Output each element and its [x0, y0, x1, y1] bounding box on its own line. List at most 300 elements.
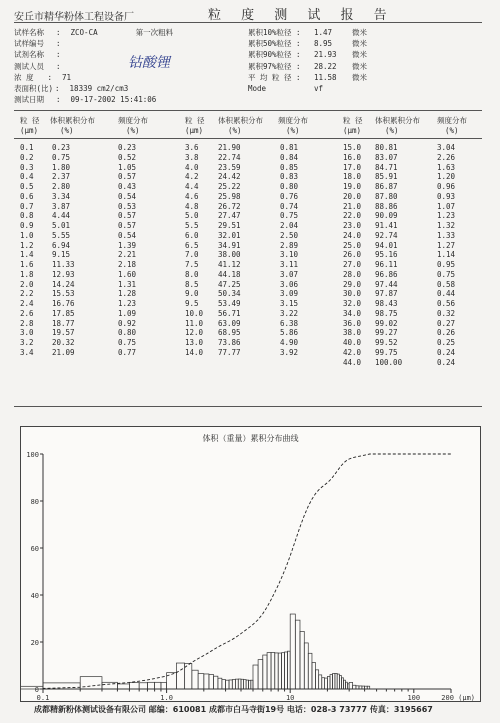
cumulative-cell: 95.16 [375, 250, 398, 260]
size-cell: 6.5 [185, 240, 199, 250]
table-row [185, 270, 320, 280]
table-bottom-rule [14, 406, 482, 407]
size-cell: 4.4 [185, 182, 199, 191]
frequency-cell: 0.75 [118, 338, 137, 347]
cumulative-cell: 22.74 [218, 152, 241, 162]
size-cell: 0.1 [20, 143, 34, 152]
frequency-cell: 0.80 [118, 328, 137, 338]
size-cell: 16.0 [343, 152, 362, 162]
cumulative-cell: 99.52 [375, 338, 398, 347]
cumulative-cell: 19.57 [52, 328, 75, 338]
mean-value: 11.58 [314, 72, 337, 82]
frequency-bar [290, 614, 295, 689]
report-title: 粒 度 测 试 报 告 [208, 8, 395, 23]
table-row [20, 231, 158, 241]
y-tick-label: 0 [34, 686, 39, 694]
cumulative-cell: 2.80 [52, 182, 71, 191]
test-date-label: 测试日期 [14, 95, 44, 105]
frequency-cell: 0.25 [437, 338, 456, 347]
frequency-bar [304, 643, 308, 689]
table-row [185, 260, 320, 270]
size-cell: 5.5 [185, 221, 199, 230]
frequency-cell: 1.31 [118, 279, 137, 289]
frequency-bar [349, 682, 352, 689]
cumulative-cell: 100.00 [375, 357, 403, 367]
frequency-cell: 1.27 [437, 240, 456, 250]
table-row [20, 153, 158, 163]
frequency-bar [287, 651, 290, 689]
test-date-sep: : [56, 95, 61, 105]
frequency-bar [139, 683, 147, 689]
frequency-cell: 0.23 [118, 143, 137, 152]
size-cell: 29.0 [343, 279, 362, 289]
size-cell: 21.0 [343, 201, 362, 211]
chart-title: 体积（重量）累积分布曲线 [202, 434, 299, 443]
table-row [185, 192, 320, 202]
cumulative-cell: 50.34 [218, 289, 241, 299]
table-row [185, 231, 320, 241]
table-row [185, 280, 320, 290]
col-head-size-2: 粒 径 (μm) [185, 116, 205, 135]
frequency-bar [155, 682, 161, 689]
table-row [20, 328, 158, 338]
table-row [343, 289, 477, 299]
concentration-label: 浓 度 [14, 72, 34, 82]
size-cell: 38.0 [343, 328, 362, 338]
table-row [20, 270, 158, 280]
cumulative-cell: 34.91 [218, 240, 241, 250]
table-row [20, 299, 158, 309]
frequency-cell: 0.58 [437, 279, 456, 289]
col-head-cum-3: 体积累积分布 (%) [375, 116, 420, 135]
table-row [185, 289, 320, 299]
chart-svg [21, 427, 480, 701]
size-cell: 2.6 [20, 308, 34, 318]
concentration-sep: : [47, 72, 53, 82]
table-row [343, 221, 477, 231]
table-row [20, 319, 158, 329]
frequency-cell: 2.04 [280, 221, 299, 230]
cumulative-cell: 17.85 [52, 308, 75, 318]
cumulative-cell: 14.24 [52, 279, 75, 289]
d10-unit: 微米 [352, 28, 367, 37]
frequency-cell: 1.39 [118, 240, 137, 250]
size-cell: 19.0 [343, 182, 362, 191]
size-cell: 44.0 [343, 357, 362, 367]
mode-value: vf [314, 84, 324, 94]
cumulative-cell: 0.75 [52, 152, 71, 162]
x-tick-label: 0.1 [36, 694, 50, 701]
frequency-cell: 0.56 [437, 299, 456, 308]
size-cell: 3.6 [185, 143, 199, 152]
d50-unit: 微米 [352, 39, 367, 49]
frequency-bar [241, 679, 244, 689]
table-row [20, 221, 158, 231]
cumulative-cell: 1.80 [52, 162, 71, 172]
sample-id-label: 试样编号 [14, 39, 44, 49]
frequency-cell: 1.60 [118, 269, 137, 279]
frequency-bar [333, 673, 335, 689]
size-cell: 3.0 [20, 328, 34, 338]
col-head-size-1: 粒 径 (μm) [20, 116, 40, 135]
frequency-bar [244, 680, 246, 689]
frequency-cell: 2.26 [437, 152, 456, 162]
cumulative-cell: 9.15 [52, 250, 71, 260]
cumulative-cell: 3.87 [52, 201, 71, 211]
size-cell: 27.0 [343, 260, 362, 269]
frequency-cell: 1.14 [437, 250, 456, 260]
table-row [185, 143, 320, 153]
frequency-bar [271, 652, 275, 689]
size-cell: 17.0 [343, 162, 362, 172]
size-cell: 14.0 [185, 347, 204, 357]
cumulative-cell: 32.01 [218, 230, 241, 240]
table-row [20, 260, 158, 270]
frequency-bar [21, 686, 43, 689]
frequency-cell: 0.24 [437, 357, 456, 367]
cumulative-cell: 12.93 [52, 269, 75, 279]
size-cell: 0.8 [20, 211, 34, 221]
table-row [20, 192, 158, 202]
cumulative-cell: 83.07 [375, 152, 398, 162]
table-row [343, 163, 477, 173]
size-cell: 9.0 [185, 289, 199, 299]
frequency-bar [117, 684, 129, 689]
frequency-cell: 0.27 [437, 318, 456, 328]
size-cell: 34.0 [343, 308, 362, 318]
table-row [20, 289, 158, 299]
size-cell: 20.0 [343, 191, 362, 201]
col-head-freq-3: 频度分布 (%) [437, 116, 467, 135]
frequency-bar [253, 665, 258, 689]
operator-sep: : [56, 61, 61, 71]
frequency-cell: 0.96 [437, 182, 456, 191]
cumulative-cell: 11.33 [52, 260, 75, 269]
size-cell: 2.4 [20, 299, 34, 308]
frequency-cell: 0.80 [280, 182, 299, 191]
frequency-bar [308, 653, 312, 689]
frequency-bar [176, 663, 184, 689]
cumulative-cell: 96.86 [375, 269, 398, 279]
frequency-cell: 0.54 [118, 230, 137, 240]
cumulative-cell: 25.22 [218, 182, 241, 191]
frequency-bar [214, 676, 218, 689]
table-row [185, 309, 320, 319]
size-cell: 7.5 [185, 260, 199, 269]
frequency-bar [147, 682, 154, 689]
frequency-bar [300, 631, 304, 689]
cumulative-cell: 25.98 [218, 191, 241, 201]
table-row [343, 328, 477, 338]
cumulative-cell: 80.81 [375, 143, 398, 152]
frequency-cell: 0.44 [437, 289, 456, 299]
distribution-table-1 [20, 143, 158, 358]
frequency-cell: 0.57 [118, 221, 137, 230]
frequency-cell: 0.92 [118, 318, 137, 328]
frequency-cell: 1.32 [437, 221, 456, 230]
table-row [20, 143, 158, 153]
col-head-cum-1: 体积累积分布 (%) [50, 116, 95, 135]
size-cell: 26.0 [343, 250, 362, 260]
table-row [185, 338, 320, 348]
frequency-cell: 5.86 [280, 328, 299, 338]
frequency-bar [198, 674, 204, 689]
cumulative-cell: 41.12 [218, 260, 241, 269]
frequency-bar [295, 620, 300, 689]
frequency-bar [278, 653, 281, 689]
table-row [343, 319, 477, 329]
sample-note: 第一次粗料 [135, 28, 174, 37]
frequency-bar [267, 653, 271, 689]
frequency-cell: 1.07 [437, 201, 456, 211]
frequency-cell: 0.75 [437, 269, 456, 279]
size-cell: 24.0 [343, 230, 362, 240]
size-cell: 8.0 [185, 269, 199, 279]
y-tick-label: 100 [26, 451, 39, 459]
table-row [20, 309, 158, 319]
frequency-cell: 1.23 [437, 211, 456, 221]
cumulative-cell: 88.86 [375, 201, 398, 211]
frequency-bar [222, 680, 226, 689]
y-tick-label: 60 [30, 545, 39, 553]
cumulative-cell: 87.80 [375, 191, 398, 201]
size-cell: 3.8 [185, 152, 199, 162]
frequency-cell: 3.07 [280, 269, 299, 279]
frequency-bar [263, 655, 267, 689]
table-row [185, 328, 320, 338]
frequency-bar [275, 653, 278, 689]
frequency-cell: 2.21 [118, 250, 137, 260]
frequency-cell: 4.90 [280, 338, 299, 347]
size-cell: 3.4 [20, 347, 34, 357]
table-row [343, 358, 477, 368]
y-tick-label: 40 [30, 592, 39, 600]
cumulative-cell: 15.53 [52, 289, 75, 299]
table-row [185, 182, 320, 192]
size-cell: 6.0 [185, 230, 199, 240]
table-row [185, 348, 320, 358]
size-cell: 4.0 [185, 162, 199, 172]
frequency-bar [353, 685, 356, 689]
frequency-cell: 0.32 [437, 308, 456, 318]
table-row [20, 348, 158, 358]
test-date-value: 09-17-2002 15:41:06 [70, 95, 157, 105]
size-cell: 4.6 [185, 191, 199, 201]
size-cell: 28.0 [343, 269, 362, 279]
d10-label: 累积10%粒径 : [248, 28, 301, 37]
cumulative-cell: 29.51 [218, 221, 241, 230]
frequency-bar [209, 675, 214, 689]
table-row [343, 153, 477, 163]
frequency-bar [246, 680, 248, 689]
cumulative-cell: 47.25 [218, 279, 241, 289]
size-cell: 0.5 [20, 182, 34, 191]
cumulative-cell: 24.42 [218, 172, 241, 182]
cumulative-cell: 38.00 [218, 250, 241, 260]
cumulative-cell: 5.01 [52, 221, 71, 230]
mean-unit: 微米 [352, 72, 367, 82]
col-head-size-3: 粒 径 (μm) [343, 116, 363, 135]
surface-area-value: 18339 cm2/cm3 [69, 84, 129, 94]
frequency-cell: 1.09 [118, 308, 137, 318]
concentration-value: 71 [62, 72, 72, 82]
reagent-sep: : [56, 50, 61, 60]
footer-contact: 成都精新粉体测试设备有限公司 邮编：610081 成都市白马寺街19号 电话：028-3 73777 传真：3195667 [34, 705, 433, 714]
surface-area-label: 表面积(比) [14, 84, 54, 94]
cumulative-cell: 5.55 [52, 230, 71, 240]
cumulative-cell: 73.86 [218, 338, 241, 347]
header-rule [14, 22, 482, 23]
cumulative-cell: 56.71 [218, 308, 241, 318]
cumulative-curve [43, 454, 451, 689]
sample-id-sep: : [56, 39, 61, 49]
sample-name-sep: : [56, 28, 61, 37]
cumulative-cell: 2.37 [52, 172, 71, 182]
table-row [185, 153, 320, 163]
company-name: 安丘市精华粉体工程设备厂 [14, 12, 134, 23]
cumulative-cell: 94.01 [375, 240, 398, 250]
frequency-cell: 0.54 [118, 191, 137, 201]
frequency-cell: 2.89 [280, 240, 299, 250]
size-cell: 7.0 [185, 250, 199, 260]
distribution-chart [20, 426, 481, 702]
size-cell: 8.5 [185, 279, 199, 289]
frequency-cell: 3.92 [280, 347, 299, 357]
size-cell: 18.0 [343, 172, 362, 182]
frequency-cell: 3.15 [280, 299, 299, 308]
frequency-bar [129, 683, 139, 689]
frequency-cell: 3.22 [280, 308, 299, 318]
stats-block [248, 27, 367, 94]
cumulative-cell: 44.18 [218, 269, 241, 279]
table-row [343, 192, 477, 202]
size-cell: 15.0 [343, 143, 362, 152]
size-cell: 23.0 [343, 221, 362, 230]
size-cell: 22.0 [343, 211, 362, 221]
frequency-bar [322, 678, 325, 689]
cumulative-cell: 99.27 [375, 328, 398, 338]
cumulative-cell: 3.34 [52, 191, 71, 201]
size-cell: 1.0 [20, 230, 34, 240]
frequency-cell: 3.09 [280, 289, 299, 299]
size-cell: 4.8 [185, 201, 199, 211]
frequency-bar [161, 683, 167, 689]
cumulative-cell: 0.23 [52, 143, 71, 152]
size-cell: 42.0 [343, 347, 362, 357]
size-cell: 1.2 [20, 240, 34, 250]
table-header-rule [14, 138, 482, 139]
frequency-cell: 0.43 [118, 182, 137, 191]
table-row [20, 172, 158, 182]
frequency-cell: 0.81 [280, 143, 299, 152]
frequency-cell: 0.93 [437, 191, 456, 201]
frequency-cell: 1.20 [437, 172, 456, 182]
size-cell: 36.0 [343, 318, 362, 328]
size-cell: 13.0 [185, 338, 204, 347]
size-cell: 12.0 [185, 328, 204, 338]
size-cell: 0.7 [20, 201, 34, 211]
cumulative-cell: 84.71 [375, 162, 398, 172]
d50-label: 累积50%粒径 : [248, 39, 301, 49]
frequency-cell: 0.76 [280, 191, 299, 201]
frequency-cell: 0.57 [118, 211, 137, 221]
frequency-bar [258, 660, 263, 689]
table-row [185, 172, 320, 182]
d10-value: 1.47 [314, 28, 333, 37]
frequency-cell: 0.95 [437, 260, 456, 269]
table-row [343, 250, 477, 260]
frequency-cell: 1.63 [437, 162, 456, 172]
cumulative-cell: 92.74 [375, 230, 398, 240]
frequency-cell: 0.24 [437, 347, 456, 357]
frequency-bar [285, 652, 288, 689]
d97-label: 累积97%粒径 : [248, 61, 301, 71]
cumulative-cell: 77.77 [218, 347, 241, 357]
x-tick-label: 200 (μm) [441, 694, 475, 701]
frequency-bar [330, 675, 332, 689]
cumulative-cell: 99.02 [375, 318, 398, 328]
reagent-label: 试剂名称 [14, 50, 44, 60]
frequency-cell: 3.10 [280, 250, 299, 260]
cumulative-cell: 21.90 [218, 143, 241, 152]
cumulative-cell: 27.47 [218, 211, 241, 221]
table-row [20, 182, 158, 192]
table-row [343, 280, 477, 290]
size-cell: 10.0 [185, 308, 204, 318]
cumulative-cell: 4.44 [52, 211, 71, 221]
operator-label: 测试人员 [14, 61, 44, 71]
table-row [343, 143, 477, 153]
cumulative-cell: 21.09 [52, 347, 75, 357]
table-row [185, 299, 320, 309]
frequency-cell: 1.28 [118, 289, 137, 299]
cumulative-cell: 16.76 [52, 299, 75, 308]
distribution-table-3 [343, 143, 477, 367]
col-head-freq-2: 频度分布 (%) [278, 116, 308, 135]
y-tick-label: 80 [30, 498, 39, 506]
frequency-bar [235, 679, 238, 689]
table-row [20, 250, 158, 260]
table-row [185, 163, 320, 173]
frequency-cell: 0.74 [280, 201, 299, 211]
frequency-cell: 0.77 [118, 347, 137, 357]
frequency-bar [315, 670, 318, 689]
cumulative-cell: 96.11 [375, 260, 398, 269]
frequency-bar [325, 678, 328, 689]
table-row [185, 221, 320, 231]
frequency-cell: 0.52 [118, 152, 137, 162]
frequency-bar [218, 678, 222, 689]
frequency-bar [327, 676, 330, 689]
table-row [343, 299, 477, 309]
table-row [343, 348, 477, 358]
d97-unit: 微米 [352, 61, 367, 71]
cumulative-cell: 18.77 [52, 318, 75, 328]
cumulative-cell: 68.95 [218, 328, 241, 338]
table-row [20, 241, 158, 251]
table-row [343, 260, 477, 270]
sample-name-label: 试样名称 [14, 28, 44, 37]
table-row [185, 211, 320, 221]
table-row [343, 241, 477, 251]
size-cell: 1.6 [20, 260, 34, 269]
frequency-cell: 0.53 [118, 201, 137, 211]
size-cell: 4.2 [185, 172, 199, 182]
table-row [343, 172, 477, 182]
cumulative-cell: 23.59 [218, 162, 241, 172]
table-row [185, 319, 320, 329]
size-cell: 2.2 [20, 289, 34, 299]
